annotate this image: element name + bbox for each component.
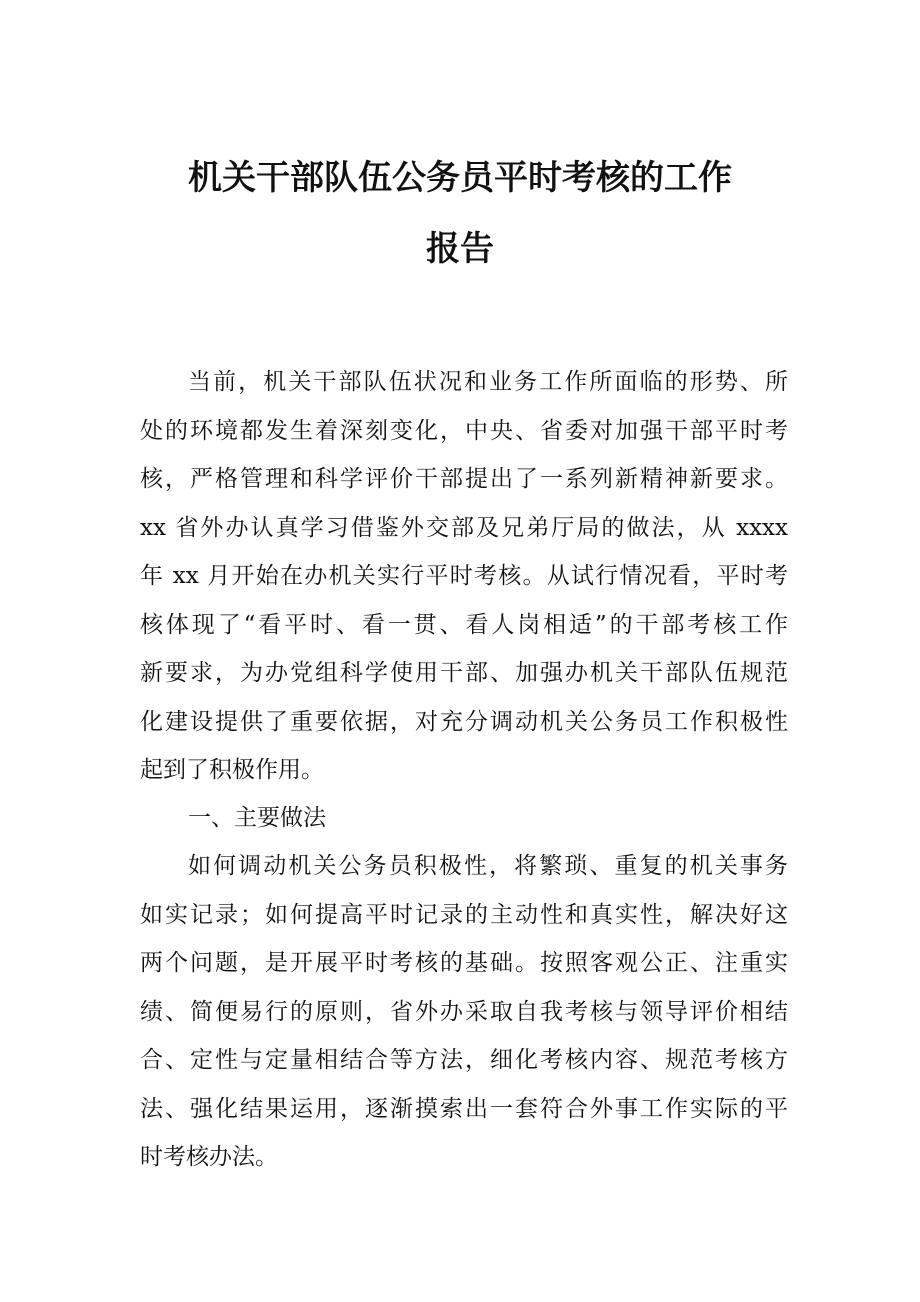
paragraph-line: 核体现了“看平时、看一贯、看人岗相适”的干部考核工作 bbox=[140, 612, 788, 638]
paragraph-line: 法、强化结果运用，逐渐摸索出一套符合外事工作实际的平 bbox=[140, 1096, 788, 1122]
paragraph-line: 处的环境都发生着深刻变化，中央、省委对加强干部平时考 bbox=[140, 418, 788, 444]
paragraph-line: 新要求，为办党组科学使用干部、加强办机关干部队伍规范 bbox=[140, 660, 788, 686]
document-title-line-2: 报告 bbox=[426, 229, 494, 269]
section-heading-text: 一、主要做法 bbox=[188, 805, 326, 831]
paragraph-line: 绩、简便易行的原则，省外办采取自我考核与领导评价相结 bbox=[140, 999, 788, 1025]
paragraph-line: 当前，机关干部队伍状况和业务工作所面临的形势、所 bbox=[188, 369, 788, 395]
paragraph-line: 核，严格管理和科学评价干部提出了一系列新精神新要求。 bbox=[140, 466, 788, 492]
paragraph-line: 合、定性与定量相结合等方法，细化考核内容、规范考核方 bbox=[140, 1047, 788, 1073]
paragraph-line: 两个问题，是开展平时考核的基础。按照客观公正、注重实 bbox=[140, 950, 788, 976]
paragraph-line: 如何调动机关公务员积极性，将繁琐、重复的机关事务 bbox=[188, 853, 788, 879]
paragraph-line: 年 xx 月开始在办机关实行平时考核。从试行情况看，平时考 bbox=[140, 563, 788, 589]
paragraph-line: 如实记录；如何提高平时记录的主动性和真实性，解决好这 bbox=[140, 902, 788, 928]
paragraph-line: 时考核办法。 bbox=[140, 1144, 278, 1170]
paragraph-line: xx 省外办认真学习借鉴外交部及兄弟厅局的做法，从 xxxx bbox=[140, 515, 788, 541]
document-title-line-1: 机关干部队伍公务员平时考核的工作 bbox=[188, 158, 732, 198]
paragraph-line: 化建设提供了重要依据，对充分调动机关公务员工作积极性 bbox=[140, 709, 788, 735]
paragraph-line: 起到了积极作用。 bbox=[140, 757, 324, 783]
